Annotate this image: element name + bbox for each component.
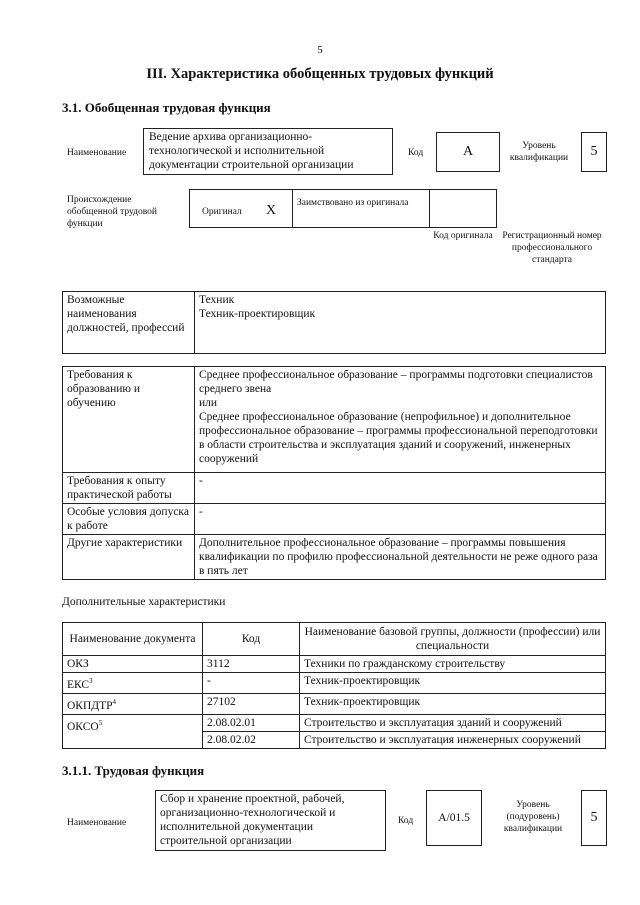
lf-name-value: Сбор и хранение проектной, рабочей, организационно-технологической и исполнительной документации строительной организации bbox=[155, 790, 386, 851]
table-row bbox=[63, 714, 606, 731]
doc-cell: ОКСО$^5$ bbox=[63, 714, 203, 748]
requirement-value: Дополнительное профессиональное образование – программы повышения квалификации по профилю профессиональной деятельности не реже одного раза в пять лет bbox=[195, 535, 606, 580]
requirement-label: Требования к опыту практической работы bbox=[63, 473, 195, 504]
table-row bbox=[63, 693, 606, 714]
requirement-label: Особые условия допуска к работе bbox=[63, 504, 195, 535]
code-label: Код bbox=[408, 148, 424, 158]
origin-label: Происхождение обобщенной трудовой функции bbox=[67, 195, 157, 229]
lf-code-value: A/01.5 bbox=[426, 790, 482, 846]
page-number: 5 bbox=[317, 44, 323, 56]
name-cell: Строительство и эксплуатация инженерных сооружений bbox=[300, 731, 606, 748]
col-doc-header: Наименование документа bbox=[63, 623, 203, 656]
level-value: 5 bbox=[581, 132, 607, 172]
original-label: Оригинал bbox=[202, 207, 242, 217]
name-cell: Техники по гражданскому строительству bbox=[300, 656, 606, 673]
section-title: III. Характеристика обобщенных трудовых функций bbox=[146, 66, 494, 82]
doc-cell: ЕКС$^3$ bbox=[63, 673, 203, 694]
additional-heading: Дополнительные характеристики bbox=[62, 596, 226, 608]
code-cell: 2.08.02.01 bbox=[203, 714, 300, 731]
lf-level-value: 5 bbox=[581, 790, 607, 846]
generalized-heading: 3.1. Обобщенная трудовая функция bbox=[62, 100, 271, 115]
code-cell: 27102 bbox=[203, 693, 300, 714]
doc-cell: ОКПДТР$^4$ bbox=[63, 693, 203, 714]
col-name-header: Наименование базовой группы, должности (профессии) или специальности bbox=[300, 623, 606, 656]
code-cell: 3112 bbox=[203, 656, 300, 673]
requirement-value: Среднее профессиональное образование – программы подготовки специалистов среднего звена или Среднее профессиональное образование (непрофильное) и дополнительное профессиональное образование – программы профессиональной переподготовки в области строительства и эксплуатация зданий и сооружений, инженерных сооружений bbox=[195, 367, 606, 473]
requirement-label: Требования к образованию и обучению bbox=[63, 367, 195, 473]
name-cell: Техник-проектировщик bbox=[300, 693, 606, 714]
name-value: Ведение архива организационно-технологической и исполнительной документации строительной организации bbox=[143, 128, 393, 175]
doc-cell: ОКЗ bbox=[63, 656, 203, 673]
requirement-value: - bbox=[195, 504, 606, 535]
position-item: Техник bbox=[199, 294, 235, 306]
code-original-caption: Код оригинала bbox=[433, 231, 493, 241]
requirements-table bbox=[62, 366, 606, 580]
requirement-label: Другие характеристики bbox=[63, 535, 195, 580]
col-code-header: Код bbox=[203, 623, 300, 656]
code-cell: - bbox=[203, 673, 300, 694]
lf-name-label: Наименование bbox=[67, 818, 127, 828]
name-label: Наименование bbox=[67, 148, 127, 158]
position-item: Техник-проектировщик bbox=[199, 308, 316, 320]
table-row bbox=[63, 656, 606, 673]
original-mark: X bbox=[266, 203, 277, 218]
name-cell: Строительство и эксплуатация зданий и сооружений bbox=[300, 714, 606, 731]
lf-level-label: Уровень (подуровень) квалификации bbox=[503, 800, 563, 834]
code-value: А bbox=[436, 132, 500, 172]
reg-number-caption: Регистрационный номер профессионального стандарта bbox=[502, 231, 602, 265]
level-label: Уровень квалификации bbox=[509, 141, 569, 163]
positions-label: Возможные наименования должностей, профессий bbox=[63, 292, 195, 354]
positions-table bbox=[62, 291, 606, 354]
code-cell: 2.08.02.02 bbox=[203, 731, 300, 748]
labor-function-heading: 3.1.1. Трудовая функция bbox=[62, 763, 205, 778]
additional-table bbox=[62, 622, 606, 749]
name-cell: Техник-проектировщик bbox=[300, 673, 606, 694]
requirement-value: - bbox=[195, 473, 606, 504]
positions-values bbox=[195, 292, 606, 354]
borrowed-label: Заимствовано из оригинала bbox=[297, 198, 409, 208]
lf-code-label: Код bbox=[398, 816, 414, 826]
table-row bbox=[63, 673, 606, 694]
